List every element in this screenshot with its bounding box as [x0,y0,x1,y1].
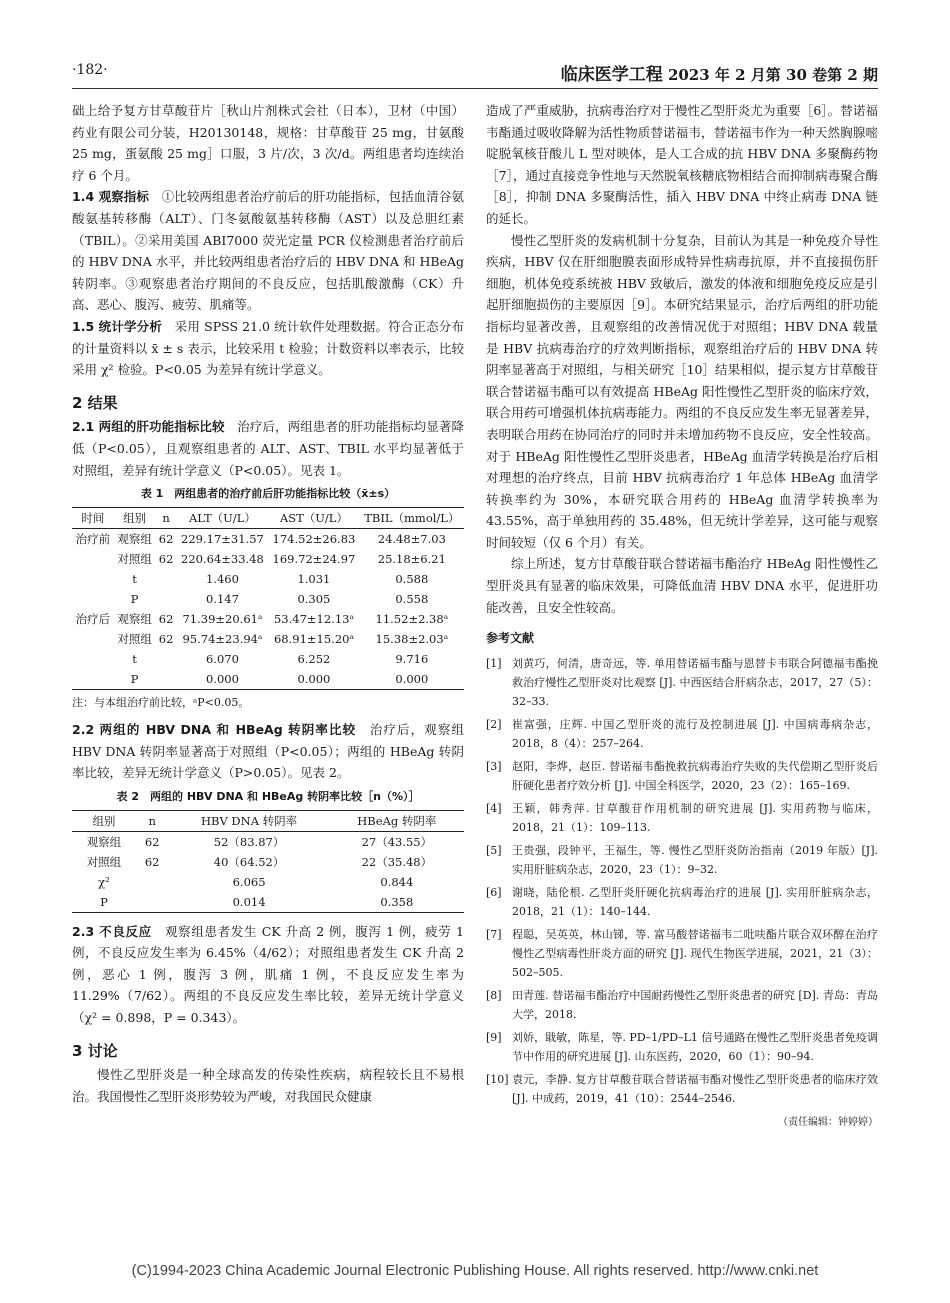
reference-number: [9] [486,1030,502,1044]
table1-row [72,649,464,669]
table1-row [72,669,464,690]
table-cell: 1.460 [205,571,239,586]
table-cell: 15.38±2.03ᵃ [375,631,449,646]
reference-item [486,1070,878,1108]
table-cell: t [132,571,137,586]
reference-text: 袁元，李静. 复方甘草酸苷联合替诺福韦酯对慢性乙型肝炎患者的临床疗效 [J]. 中成药，2019，41（10）：2544–2546. [512,1072,878,1105]
section-1-4-text: ①比较两组患者治疗前后的肝功能指标，包括血清谷氨酸氨基转移酶（ALT）、门冬氨酸氨基转移酶（AST）以及总胆红素（TBIL）。②采用美国 ABI7000 荧光定量 PCR 仪检测患者治疗前后的 HBV DNA 水平，并比较两组患者治疗后的 HBV DNA 和 HBeAg 转阴率。③观察患者治疗期间的不良反应，包括肌酸激酶（CK）升高、恶心、腹泻、疲劳、肌痛等。 [72,189,464,313]
table-cell: 0.000 [395,671,429,686]
section-2-2-title: 2.2 两组的 HBV DNA 和 HBeAg 转阴率比较 [72,722,357,738]
table-cell: 0.588 [395,571,429,586]
reference-number: [1] [486,656,502,670]
table-cell: 53.47±12.13ᵃ [273,611,354,626]
table-cell: P [130,671,139,686]
table-cell [72,629,114,649]
table1-row [72,589,464,609]
table-cell: 169.72±24.97 [272,551,356,566]
table-cell: 95.74±23.94ᵃ [182,631,263,646]
reference-number: [7] [486,927,502,941]
table2-header: 组别 [92,813,116,828]
reference-number: [4] [486,801,502,815]
table-cell [136,892,169,913]
reference-number: [3] [486,759,502,773]
table2-header-row [72,810,464,831]
table-cell [155,669,176,690]
table-cell: 治疗后 [75,611,111,626]
table-cell: 6.252 [297,651,331,666]
table1-caption: 表 1 两组患者的治疗前后肝功能指标比较（x̄±s） [140,487,396,501]
table-cell: 0.014 [232,894,266,909]
section-2-1-title: 2.1 两组的肝功能指标比较 [72,419,225,435]
reference-number: [2] [486,717,502,731]
journal-name: 临床医学工程 [560,65,663,85]
table-cell: 观察组 [117,611,152,626]
table-cell: 0.844 [380,874,414,889]
reference-number: [8] [486,988,502,1002]
table1-row [72,609,464,629]
reference-item [486,1028,878,1066]
table2-caption: 表 2 两组的 HBV DNA 和 HBeAg 转阴率比较［n（%）］ [116,790,420,804]
table1-header: 时间 [81,510,105,525]
reference-item [486,925,878,982]
table-cell [136,872,169,892]
table-cell: 62 [158,631,174,646]
references-heading: 参考文献 [486,631,535,646]
table-cell: 22（35.48） [361,854,433,869]
reference-text: 谢晓，陆伦根. 乙型肝炎肝硬化抗病毒治疗的进展 [J]. 实用肝脏病杂志，2018，21（1）：140–144. [512,885,878,918]
reference-item [486,841,878,879]
table2-row [72,892,464,913]
left-column [72,100,464,1107]
table1-row [72,549,464,569]
table-cell: P [130,591,139,606]
table-cell: 0.147 [205,591,239,606]
section-1-4-title: 1.4 观察指标 [72,189,150,205]
table-cell: 11.52±2.38ᵃ [375,611,449,626]
table-cell: 220.64±33.48 [181,551,264,566]
table-cell: 1.031 [297,571,331,586]
table-cell [72,589,114,609]
reference-text: 王贵强，段钟平，王福生，等. 慢性乙型肝炎防治指南（2019 年版）[J]. 实用肝脏病杂志，2020，23（1）：9–32. [512,843,878,876]
table-cell: 0.358 [380,894,414,909]
journal-issue: 2023 年 2 月第 30 卷第 2 期 [667,66,878,84]
reference-item [486,883,878,921]
table-cell: 62 [158,531,174,546]
discussion-paragraph-2: 慢性乙型肝炎的发病机制十分复杂，目前认为其是一种免疫介导性疾病，HBV 仅在肝细胞膜表面形成特异性病毒抗原，并不直接损伤肝细胞，机体免疫系统被 HBV 致敏后，激发的体液和细胞免疫反应是引起肝细胞损伤的主要原因［9］。本研究结果显示，治疗后两组的肝功能指标均显著改善，且观察组的改善情况优于对照组；HBV DNA 载量是 HBV 抗病毒治疗的疗效判断指标，观察组治疗后的 HBV DNA 转阴率显著高于对照组，与相关研究［10］结果相似，提示复方甘草酸苷联合替诺福韦酯可以有效提高 HBeAg 阳性慢性乙型肝炎的临床疗效，联合用药可增强机体抗病毒能力。两组的不良反应发生率无显著差异，表明联合用药在协同治疗的同时并未增加药物不良反应，安全性较高。对于 HBeAg 阳性慢性乙型肝炎患者，HBeAg 血清学转换是治疗后相对理想的治疗终点，目前 HBV 抗病毒治疗 1 年总体 HBeAg 血清学转换率约为 30%，本研究联合用药的 HBeAg 血清学转换率为 43.55%，高于单独用药的 35.48%，但无统计学差异，这可能与观察时间较短（仅 6 个月）有关。 [486,232,878,550]
table2-header: HBV DNA 转阴率 [200,813,298,828]
table-cell: 观察组 [86,834,122,849]
table-cell: 对照组 [117,631,152,646]
section-2-1 [72,416,464,481]
table1-header: 组别 [123,510,147,525]
reference-text: 刘娇，戢敏，陈星，等. PD–1/PD–L1 信号通路在慢性乙型肝炎患者免疫调节中作用的研究进展 [J]. 山东医药，2020，60（1）：90–94. [512,1030,878,1063]
reference-text: 王颖，韩秀萍. 甘草酸苷作用机制的研究进展 [J]. 实用药物与临床，2018，21（1）：109–113. [512,801,878,834]
page-header [72,60,878,84]
table-cell: 9.716 [395,651,429,666]
reference-text: 田青莲. 替诺福韦酯治疗中国耐药慢性乙型肝炎患者的研究 [D]. 青岛：青岛大学，2018. [512,988,878,1021]
table-cell: t [132,651,137,666]
reference-text: 刘黄巧，何清，唐奇远，等. 单用替诺福韦酯与恩替卡韦联合阿德福韦酯挽救治疗慢性乙型肝炎对比观察 [J]. 中西医结合肝病杂志，2017，27（5）：32–33. [512,656,878,708]
table1-header: TBIL（mmol/L） [364,510,460,525]
table-cell: 174.52±26.83 [272,531,356,546]
method-continuation: 础上给予复方甘草酸苷片［秋山片剂株式会社（日本），卫材（中国）药业有限公司分装，H20130148，规格：甘草酸苷 25 mg，甘氨酸 25 mg，蛋氨酸 25 mg］口服，3 片/次，3 次/d。两组患者均连续治疗 6 个月。 [72,103,464,183]
table-cell [72,669,114,690]
discussion-continuation: 造成了严重威胁，抗病毒治疗对于慢性乙型肝炎尤为重要［6］。替诺福韦酯通过吸收降解为活性物质替诺福韦，替诺福韦作为一种天然胸腺嘧啶脱氧核苷酸儿 L 型对映体，是人工合成的抗 HBV DNA 多聚酶药物［7］，通过直接竞争性地与天然脱氧核糖底物相结合而抑制病毒聚合酶［8］，抑制 DNA 多聚酶活性，插入 HBV DNA 中终止病毒 DNA 链的延长。 [486,103,878,226]
table1-header: n [162,510,170,525]
table1 [72,507,464,690]
table1-body [72,528,464,689]
page-number: ·182· [72,62,108,78]
table1-note: 注：与本组治疗前比较，ᵃP<0.05。 [72,695,250,709]
table-cell [72,569,114,589]
reference-number: [5] [486,843,502,857]
table-cell: 对照组 [117,551,152,566]
table2-header: n [148,813,156,828]
section-2-3-title: 2.3 不良反应 [72,923,152,939]
reference-item [486,799,878,837]
table-cell [155,569,176,589]
responsible-editor: （责任编辑：钟婷婷） [778,1116,878,1128]
table2-row [72,831,464,852]
reference-item [486,715,878,753]
reference-text: 赵阳，李烨，赵臣. 替诺福韦酯挽救抗病毒治疗失败的失代偿期乙型肝炎后肝硬化患者疗效分析 [J]. 中国全科医学，2020，23（2）：165–169. [512,759,878,792]
reference-text: 崔富强，庄辉. 中国乙型肝炎的流行及控制进展 [J]. 中国病毒病杂志，2018，8（4）：257–264. [512,717,878,750]
table-cell: 62 [144,834,160,849]
table-cell: 25.18±6.21 [377,551,446,566]
table2-row [72,852,464,872]
table1-row [72,629,464,649]
table-cell: 62 [158,611,174,626]
table2-header: HBeAg 转阴率 [357,813,437,828]
table-cell: 对照组 [86,854,122,869]
table-cell: 52（83.87） [213,834,285,849]
header-rule [72,88,878,89]
table2 [72,810,464,913]
section-2-2 [72,719,464,784]
section-3-heading: 3 讨论 [72,1041,118,1060]
discussion-paragraph-1: 慢性乙型肝炎是一种全球高发的传染性疾病，病程较长且不易根治。我国慢性乙型肝炎形势较为严峻，对我国民众健康 [72,1067,464,1104]
section-1-5-text: 采用 SPSS 21.0 统计软件处理数据。符合正态分布的计量资料以 x̄ ± s 表示，比较采用 t 检验；计数资料以率表示，比较采用 χ² 检验。P<0.05 为差异有统计学意义。 [72,318,464,378]
right-column [486,100,878,1133]
table-cell [155,649,176,669]
table-cell [72,649,114,669]
reference-item [486,654,878,711]
table-cell: 6.070 [205,651,239,666]
table-cell: 6.065 [232,874,266,889]
table-cell: 68.91±15.20ᵃ [273,631,354,646]
table-cell: 62 [144,854,160,869]
table-cell: 40（64.52） [213,854,285,869]
journal-title [561,60,878,85]
table1-header-row [72,507,464,528]
table-cell [72,549,114,569]
table-cell: 24.48±7.03 [377,531,446,546]
section-2-1-text: 治疗后，两组患者的肝功能指标均显著降低（P<0.05），且观察组患者的 ALT、AST、TBIL 水平均显著低于对照组，差异有统计学意义（P<0.05）。见表 1。 [72,419,464,478]
reference-number: [6] [486,885,502,899]
table-cell: 62 [158,551,174,566]
table1-row [72,528,464,549]
section-1-4 [72,186,464,316]
section-2-heading: 2 结果 [72,393,118,412]
table1-row [72,569,464,589]
reference-text: 程聪，吴英英，林山锑，等. 富马酸替诺福韦二吡呋酯片联合双环醇在治疗慢性乙型病毒性肝炎方面的研究 [J]. 现代生物医学进展，2021，21（3）：502–505. [512,927,878,979]
conclusion-paragraph: 综上所述，复方甘草酸苷联合替诺福韦酯治疗 HBeAg 阳性慢性乙型肝炎具有显著的临床效果，可降低血清 HBV DNA 水平，促进肝功能改善，且安全性较高。 [486,556,878,615]
table2-body [72,831,464,912]
reference-item [486,986,878,1024]
table-cell [155,589,176,609]
table-cell: 0.305 [297,591,331,606]
section-2-3-text: 观察组患者发生 CK 升高 2 例，腹泻 1 例，疲劳 1 例，不良反应发生率为 6.45%（4/62）；对照组患者发生 CK 升高 2 例，恶心 1 例，腹泻 3 例，肌痛 1 例，不良反应发生率为 11.29%（7/62）。两组的不良反应发生率比较，差异无统计学意义（χ² = 0.898，P = 0.343）。 [72,923,465,1026]
table1-header: AST（U/L） [279,510,348,525]
reference-list [486,654,878,1108]
table-cell: 71.39±20.61ᵃ [182,611,263,626]
reference-item [486,757,878,795]
table-cell: 治疗前 [75,531,111,546]
table-cell: 0.000 [205,671,239,686]
table1-header: ALT（U/L） [189,510,256,525]
section-2-2-text: 治疗后，观察组 HBV DNA 转阴率显著高于对照组（P<0.05）；两组的 HBeAg 转阴率比较，差异无统计学意义（P>0.05）。见表 2。 [72,722,464,781]
section-1-5 [72,316,464,381]
table2-row [72,872,464,892]
table-cell: χ² [98,874,110,889]
copyright-footer: (C)1994-2023 China Academic Journal Electronic Publishing House. All rights reserved. http://www.cnki.net [131,1263,819,1279]
section-1-5-title: 1.5 统计学分析 [72,318,162,334]
table-cell: P [100,894,108,909]
table-cell: 27（43.55） [361,834,433,849]
table-cell: 0.000 [297,671,331,686]
table-cell: 229.17±31.57 [181,531,264,546]
reference-number: [10] [486,1072,509,1086]
table-cell: 观察组 [117,531,152,546]
table-cell: 0.558 [395,591,429,606]
section-2-3 [72,921,464,1029]
